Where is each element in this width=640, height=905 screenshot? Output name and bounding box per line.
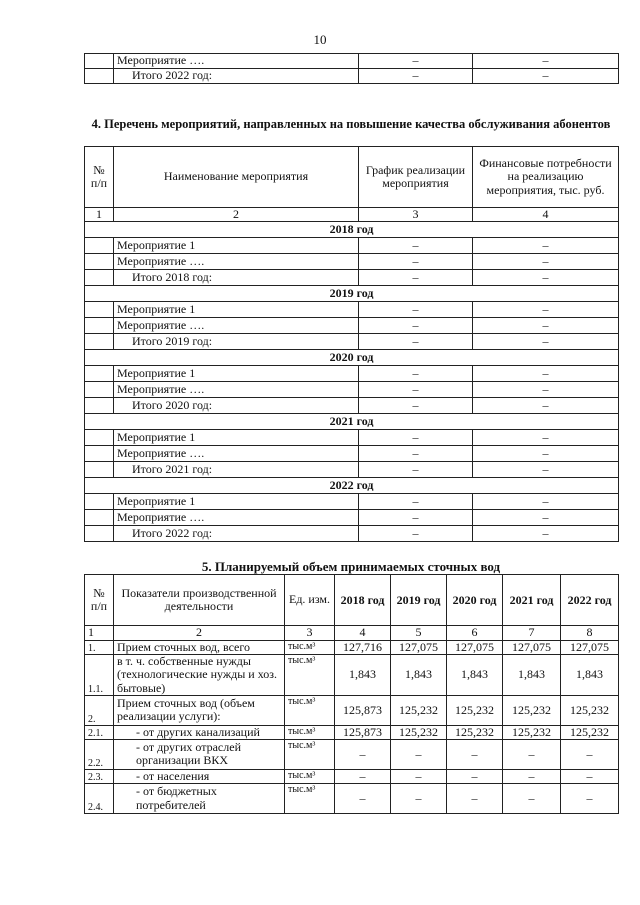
- total-label: Итого 2021 год:: [114, 462, 359, 478]
- finance-cell: –: [473, 494, 619, 510]
- col-index: 2: [114, 626, 285, 641]
- value-cell: 127,075: [447, 641, 503, 655]
- col-header-year: 2021 год: [503, 575, 561, 626]
- section-5-title: 5. Планируемый объем принимаемых сточных вод: [201, 559, 501, 574]
- table-row: [85, 725, 619, 739]
- num-cell: [85, 430, 114, 446]
- value-cell: –: [335, 784, 391, 814]
- year-row: [85, 286, 619, 302]
- event-name: Мероприятие ….: [114, 254, 359, 270]
- schedule-cell: –: [359, 366, 473, 382]
- year-label: 2018 год: [85, 222, 619, 238]
- table-row: [85, 641, 619, 655]
- events-table: [84, 146, 619, 542]
- value-cell: –: [391, 769, 447, 783]
- value-cell: –: [335, 769, 391, 783]
- value-cell: 125,232: [447, 725, 503, 739]
- year-label: 2021 год: [85, 414, 619, 430]
- num-cell: [85, 238, 114, 254]
- value-cell: –: [447, 769, 503, 783]
- unit-cell: тыс.м³: [285, 769, 335, 783]
- table-row: [85, 54, 619, 69]
- event-name: Мероприятие ….: [114, 54, 359, 69]
- table-row: [85, 526, 619, 542]
- event-name: Мероприятие 1: [114, 366, 359, 382]
- col-header-unit: Ед. изм.: [285, 575, 335, 626]
- total-label: Итого 2018 год:: [114, 270, 359, 286]
- value-cell: –: [503, 769, 561, 783]
- year-row: [85, 478, 619, 494]
- value-cell: 1,843: [335, 655, 391, 696]
- event-name: Мероприятие 1: [114, 302, 359, 318]
- col-header-indicator: Показатели производственной деятельности: [114, 575, 285, 626]
- value-cell: –: [561, 739, 619, 769]
- table-row: [85, 655, 619, 696]
- num-cell: [85, 382, 114, 398]
- num-cell: [85, 446, 114, 462]
- event-name: Мероприятие ….: [114, 510, 359, 526]
- table-header: [85, 147, 619, 208]
- value-cell: –: [503, 784, 561, 814]
- year-label: 2019 год: [85, 286, 619, 302]
- row-number: 2.4.: [85, 784, 114, 814]
- schedule-cell: –: [359, 69, 473, 84]
- table-row: [85, 366, 619, 382]
- finance-cell: –: [473, 398, 619, 414]
- table-row: [85, 462, 619, 478]
- indicator-name: - от населения: [114, 769, 285, 783]
- table-row: [85, 69, 619, 84]
- finance-cell: –: [473, 430, 619, 446]
- column-index-row: [85, 208, 619, 222]
- value-cell: –: [335, 739, 391, 769]
- value-cell: –: [561, 769, 619, 783]
- col-header-finance: Финансовые потребности на реализацию мероприятия, тыс. руб.: [473, 147, 619, 208]
- row-number: 2.3.: [85, 769, 114, 783]
- table-row: [85, 318, 619, 334]
- col-index: 3: [359, 208, 473, 222]
- value-cell: 125,232: [391, 725, 447, 739]
- num-cell: [85, 334, 114, 350]
- row-number: 2.2.: [85, 739, 114, 769]
- event-name: Мероприятие ….: [114, 318, 359, 334]
- indicator-name: Прием сточных вод, всего: [114, 641, 285, 655]
- col-header-num: № п/п: [85, 147, 114, 208]
- finance-cell: –: [473, 69, 619, 84]
- value-cell: 127,075: [503, 641, 561, 655]
- col-index: 5: [391, 626, 447, 641]
- row-number: 1.: [85, 641, 114, 655]
- table-row: [85, 494, 619, 510]
- col-index: 6: [447, 626, 503, 641]
- col-header-name: Наименование мероприятия: [114, 147, 359, 208]
- value-cell: 1,843: [391, 655, 447, 696]
- value-cell: –: [447, 784, 503, 814]
- table-row: [85, 446, 619, 462]
- num-cell: [85, 494, 114, 510]
- col-index: 3: [285, 626, 335, 641]
- value-cell: 1,843: [503, 655, 561, 696]
- event-name: Мероприятие ….: [114, 446, 359, 462]
- schedule-cell: –: [359, 254, 473, 270]
- event-name: Мероприятие 1: [114, 238, 359, 254]
- num-cell: [85, 510, 114, 526]
- unit-cell: тыс.м³: [285, 784, 335, 814]
- value-cell: 125,232: [391, 695, 447, 725]
- table-header: [85, 575, 619, 626]
- value-cell: 125,232: [503, 695, 561, 725]
- schedule-cell: –: [359, 510, 473, 526]
- year-label: 2022 год: [85, 478, 619, 494]
- col-index: 8: [561, 626, 619, 641]
- value-cell: –: [447, 739, 503, 769]
- schedule-cell: –: [359, 334, 473, 350]
- table-row: [85, 739, 619, 769]
- table-row: [85, 254, 619, 270]
- table-row: [85, 382, 619, 398]
- table-row: [85, 695, 619, 725]
- table-row: [85, 784, 619, 814]
- finance-cell: –: [473, 526, 619, 542]
- schedule-cell: –: [359, 302, 473, 318]
- indicator-name: в т. ч. собственные нужды (технологические нужды и хоз. бытовые): [114, 655, 285, 696]
- num-cell: [85, 318, 114, 334]
- col-header-num: № п/п: [85, 575, 114, 626]
- col-index: 1: [85, 626, 114, 641]
- table-row: [85, 270, 619, 286]
- column-index-row: [85, 626, 619, 641]
- year-row: [85, 350, 619, 366]
- col-index: 1: [85, 208, 114, 222]
- schedule-cell: –: [359, 446, 473, 462]
- num-cell: [85, 302, 114, 318]
- table-row: [85, 334, 619, 350]
- finance-cell: –: [473, 270, 619, 286]
- indicator-name: - от бюджетных потребителей: [114, 784, 285, 814]
- col-index: 4: [473, 208, 619, 222]
- indicator-name: - от других отраслей организации ВКХ: [114, 739, 285, 769]
- value-cell: –: [561, 784, 619, 814]
- finance-cell: –: [473, 382, 619, 398]
- value-cell: 125,232: [561, 725, 619, 739]
- total-label: Итого 2020 год:: [114, 398, 359, 414]
- table-row: [85, 302, 619, 318]
- finance-cell: –: [473, 510, 619, 526]
- finance-cell: –: [473, 366, 619, 382]
- col-header-year: 2022 год: [561, 575, 619, 626]
- unit-cell: тыс.м³: [285, 739, 335, 769]
- event-name: Мероприятие 1: [114, 430, 359, 446]
- row-number: 2.: [85, 695, 114, 725]
- finance-cell: –: [473, 446, 619, 462]
- schedule-cell: –: [359, 526, 473, 542]
- table-row: [85, 769, 619, 783]
- schedule-cell: –: [359, 430, 473, 446]
- year-row: [85, 222, 619, 238]
- value-cell: 125,232: [503, 725, 561, 739]
- value-cell: 1,843: [561, 655, 619, 696]
- num-cell: [85, 462, 114, 478]
- num-cell: [85, 254, 114, 270]
- value-cell: 125,873: [335, 695, 391, 725]
- finance-cell: –: [473, 254, 619, 270]
- table-row: [85, 398, 619, 414]
- num-cell: [85, 366, 114, 382]
- value-cell: 127,075: [391, 641, 447, 655]
- schedule-cell: –: [359, 462, 473, 478]
- schedule-cell: –: [359, 318, 473, 334]
- value-cell: 125,232: [561, 695, 619, 725]
- col-index: 7: [503, 626, 561, 641]
- row-number: 1.1.: [85, 655, 114, 696]
- table-row: [85, 510, 619, 526]
- wastewater-table: [84, 574, 619, 814]
- total-label: Итого 2022 год:: [114, 69, 359, 84]
- schedule-cell: –: [359, 398, 473, 414]
- finance-cell: –: [473, 334, 619, 350]
- value-cell: 1,843: [447, 655, 503, 696]
- unit-cell: тыс.м³: [285, 655, 335, 696]
- section-4-title: 4. Перечень мероприятий, направленных на повышение качества обслуживания абонентов: [91, 117, 611, 131]
- year-row: [85, 414, 619, 430]
- col-header-year: 2018 год: [335, 575, 391, 626]
- value-cell: –: [391, 784, 447, 814]
- event-name: Мероприятие 1: [114, 494, 359, 510]
- page-number: 10: [313, 32, 327, 47]
- finance-cell: –: [473, 54, 619, 69]
- value-cell: 125,232: [447, 695, 503, 725]
- indicator-name: Прием сточных вод (объем реализации услуги):: [114, 695, 285, 725]
- table-row: [85, 430, 619, 446]
- unit-cell: тыс.м³: [285, 641, 335, 655]
- continuation-table: [84, 53, 619, 84]
- finance-cell: –: [473, 302, 619, 318]
- value-cell: 127,075: [561, 641, 619, 655]
- unit-cell: тыс.м³: [285, 695, 335, 725]
- num-cell: [85, 526, 114, 542]
- col-index: 2: [114, 208, 359, 222]
- schedule-cell: –: [359, 270, 473, 286]
- value-cell: 127,716: [335, 641, 391, 655]
- value-cell: –: [391, 739, 447, 769]
- num-cell: [85, 398, 114, 414]
- event-name: Мероприятие ….: [114, 382, 359, 398]
- value-cell: –: [503, 739, 561, 769]
- year-label: 2020 год: [85, 350, 619, 366]
- col-header-year: 2019 год: [391, 575, 447, 626]
- finance-cell: –: [473, 462, 619, 478]
- unit-cell: тыс.м³: [285, 725, 335, 739]
- schedule-cell: –: [359, 494, 473, 510]
- col-header-schedule: График реализации мероприятия: [359, 147, 473, 208]
- indicator-name: - от других канализаций: [114, 725, 285, 739]
- col-index: 4: [335, 626, 391, 641]
- num-cell: [85, 270, 114, 286]
- schedule-cell: –: [359, 54, 473, 69]
- total-label: Итого 2022 год:: [114, 526, 359, 542]
- total-label: Итого 2019 год:: [114, 334, 359, 350]
- finance-cell: –: [473, 318, 619, 334]
- table-row: [85, 238, 619, 254]
- value-cell: 125,873: [335, 725, 391, 739]
- finance-cell: –: [473, 238, 619, 254]
- col-header-year: 2020 год: [447, 575, 503, 626]
- schedule-cell: –: [359, 238, 473, 254]
- row-number: 2.1.: [85, 725, 114, 739]
- schedule-cell: –: [359, 382, 473, 398]
